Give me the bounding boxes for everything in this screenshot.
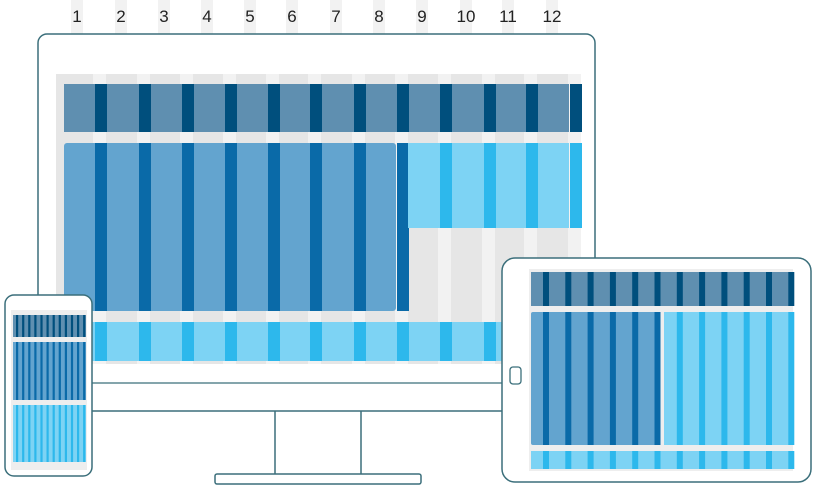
monitor-stand-base xyxy=(215,474,421,484)
desktop-main-column-stripe xyxy=(310,143,322,311)
phone-footer-column-stripe xyxy=(59,405,61,462)
phone-footer-column-stripe xyxy=(77,405,79,462)
desktop-header-column-stripe xyxy=(484,84,496,132)
tablet-main-column-stripe xyxy=(655,312,661,445)
phone-footer-column-stripe xyxy=(34,405,36,462)
desktop-main-column-stripe xyxy=(95,143,107,311)
phone-main-column-stripe xyxy=(71,342,73,400)
tablet xyxy=(502,258,811,482)
tablet-sidebar-column-stripe xyxy=(766,312,772,445)
phone-main-column-stripe xyxy=(59,342,61,400)
tablet-header-column-stripe xyxy=(543,272,549,306)
phone-main-column-stripe xyxy=(65,342,67,400)
desktop-footer-column-stripe xyxy=(268,322,280,361)
desktop-footer-column-stripe xyxy=(225,322,237,361)
column-label-3: 3 xyxy=(159,7,169,26)
phone-main-column-stripe xyxy=(47,342,49,400)
desktop-footer-column-stripe xyxy=(354,322,366,361)
desktop-sidebar xyxy=(408,143,582,228)
phone-header-column-stripe xyxy=(53,315,55,337)
column-label-9: 9 xyxy=(417,7,427,26)
tablet-footer-column-stripe xyxy=(766,451,772,469)
desktop-footer-column-stripe xyxy=(310,322,322,361)
desktop-header-column-stripe xyxy=(225,84,237,132)
tablet-sidebar-column-stripe xyxy=(699,312,705,445)
phone-header-column-stripe xyxy=(40,315,42,337)
phone-header-section xyxy=(13,315,86,337)
tablet-header-column-stripe xyxy=(699,272,705,306)
tablet-main-column-stripe xyxy=(610,312,616,445)
phone-header-column-stripe xyxy=(22,315,24,337)
desktop-main-column-stripe xyxy=(139,143,151,311)
phone-header-column-stripe xyxy=(34,315,36,337)
phone-footer-column-stripe xyxy=(65,405,67,462)
column-label-11: 11 xyxy=(499,7,517,26)
tablet-footer-column-stripe xyxy=(588,451,594,469)
phone-footer-column-stripe xyxy=(47,405,49,462)
tablet-main-content xyxy=(531,312,661,445)
tablet-main-column-stripe xyxy=(588,312,594,445)
phone-main-column-stripe xyxy=(34,342,36,400)
desktop-sidebar-column-stripe xyxy=(570,143,582,228)
tablet-main-column-stripe xyxy=(565,312,571,445)
phone-footer-column-stripe xyxy=(71,405,73,462)
tablet-header-column-stripe xyxy=(677,272,683,306)
desktop-header-column-stripe xyxy=(354,84,366,132)
phone-main-section xyxy=(13,342,86,400)
phone-footer-column-stripe xyxy=(40,405,42,462)
phone-footer-column-stripe xyxy=(28,405,30,462)
tablet-footer-column-stripe xyxy=(632,451,638,469)
column-label-4: 4 xyxy=(202,7,212,26)
phone xyxy=(5,295,92,476)
phone-header-column-stripe xyxy=(16,315,18,337)
tablet-footer-column-stripe xyxy=(788,451,794,469)
phone-main-column-stripe xyxy=(83,342,85,400)
tablet-main-column-stripe xyxy=(543,312,549,445)
tablet-sidebar-column-stripe xyxy=(721,312,727,445)
tablet-header-column-stripe xyxy=(610,272,616,306)
desktop-header-column-stripe xyxy=(526,84,538,132)
desktop-header-column-stripe xyxy=(139,84,151,132)
desktop-main-column-stripe xyxy=(268,143,280,311)
tablet-header-column-stripe xyxy=(721,272,727,306)
column-label-10: 10 xyxy=(456,7,476,26)
phone-header-column-stripe xyxy=(28,315,30,337)
tablet-header-column-stripe xyxy=(632,272,638,306)
phone-main-column-stripe xyxy=(40,342,42,400)
column-label-8: 8 xyxy=(374,7,384,26)
tablet-home-button xyxy=(510,367,521,384)
monitor-stand-neck xyxy=(275,410,361,476)
phone-header-column-stripe xyxy=(65,315,67,337)
desktop-header-column-stripe xyxy=(95,84,107,132)
tablet-footer-column-stripe xyxy=(543,451,549,469)
tablet-header-column-stripe xyxy=(766,272,772,306)
desktop-header-column-stripe xyxy=(182,84,194,132)
desktop-header-row xyxy=(64,84,582,132)
tablet-footer-column-stripe xyxy=(744,451,750,469)
desktop-footer-column-stripe xyxy=(440,322,452,361)
desktop-header-column-stripe xyxy=(268,84,280,132)
tablet-footer-column-stripe xyxy=(655,451,661,469)
column-label-7: 7 xyxy=(331,7,341,26)
column-label-1: 1 xyxy=(72,7,82,26)
desktop-header-column-stripe xyxy=(310,84,322,132)
tablet-sidebar xyxy=(664,312,794,445)
desktop-main-column-stripe xyxy=(225,143,237,311)
tablet-header-column-stripe xyxy=(565,272,571,306)
tablet-header-row xyxy=(531,272,794,306)
tablet-sidebar-column-stripe xyxy=(744,312,750,445)
tablet-main-column-stripe xyxy=(632,312,638,445)
desktop-header-column-stripe xyxy=(440,84,452,132)
desktop-footer-column-stripe xyxy=(139,322,151,361)
tablet-header-column-stripe xyxy=(788,272,794,306)
phone-main-column-stripe xyxy=(77,342,79,400)
phone-header-column-stripe xyxy=(47,315,49,337)
tablet-header-column-stripe xyxy=(744,272,750,306)
column-label-2: 2 xyxy=(116,7,126,26)
desktop-main-column-stripe xyxy=(354,143,366,311)
phone-main-column-stripe xyxy=(53,342,55,400)
tablet-sidebar-column-stripe xyxy=(788,312,794,445)
tablet-footer-row xyxy=(531,451,794,469)
desktop-sidebar-column-stripe xyxy=(526,143,538,228)
desktop-footer-column-stripe xyxy=(484,322,496,361)
phone-header-column-stripe xyxy=(77,315,79,337)
phone-footer-column-stripe xyxy=(83,405,85,462)
tablet-footer-column-stripe xyxy=(721,451,727,469)
column-label-6: 6 xyxy=(287,7,297,26)
tablet-footer-column-stripe xyxy=(610,451,616,469)
desktop-footer-column-stripe xyxy=(95,322,107,361)
column-label-5: 5 xyxy=(245,7,255,26)
phone-header-column-stripe xyxy=(59,315,61,337)
desktop-main-content xyxy=(64,143,409,311)
tablet-footer-column-stripe xyxy=(699,451,705,469)
phone-footer-column-stripe xyxy=(22,405,24,462)
desktop-header-column-stripe xyxy=(397,84,409,132)
phone-header-column-stripe xyxy=(71,315,73,337)
phone-footer-section xyxy=(13,405,86,462)
column-label-12: 12 xyxy=(542,7,562,26)
desktop-sidebar-column-stripe xyxy=(484,143,496,228)
desktop-main-column-stripe xyxy=(397,143,409,311)
phone-main-column-stripe xyxy=(28,342,30,400)
phone-header-column-stripe xyxy=(83,315,85,337)
tablet-footer-column-stripe xyxy=(677,451,683,469)
desktop-header-column-stripe xyxy=(570,84,582,132)
tablet-header-column-stripe xyxy=(588,272,594,306)
tablet-header-column-stripe xyxy=(655,272,661,306)
tablet-sidebar-column-stripe xyxy=(677,312,683,445)
phone-main-column-stripe xyxy=(16,342,18,400)
background-column-ticks xyxy=(71,0,558,34)
phone-footer-column-stripe xyxy=(53,405,55,462)
phone-footer-column-stripe xyxy=(16,405,18,462)
phone-main-column-stripe xyxy=(22,342,24,400)
desktop-footer-column-stripe xyxy=(182,322,194,361)
desktop-sidebar-column-stripe xyxy=(440,143,452,228)
tablet-footer-column-stripe xyxy=(565,451,571,469)
desktop-main-column-stripe xyxy=(182,143,194,311)
tablet-main-block xyxy=(531,312,658,445)
desktop-footer-column-stripe xyxy=(397,322,409,361)
